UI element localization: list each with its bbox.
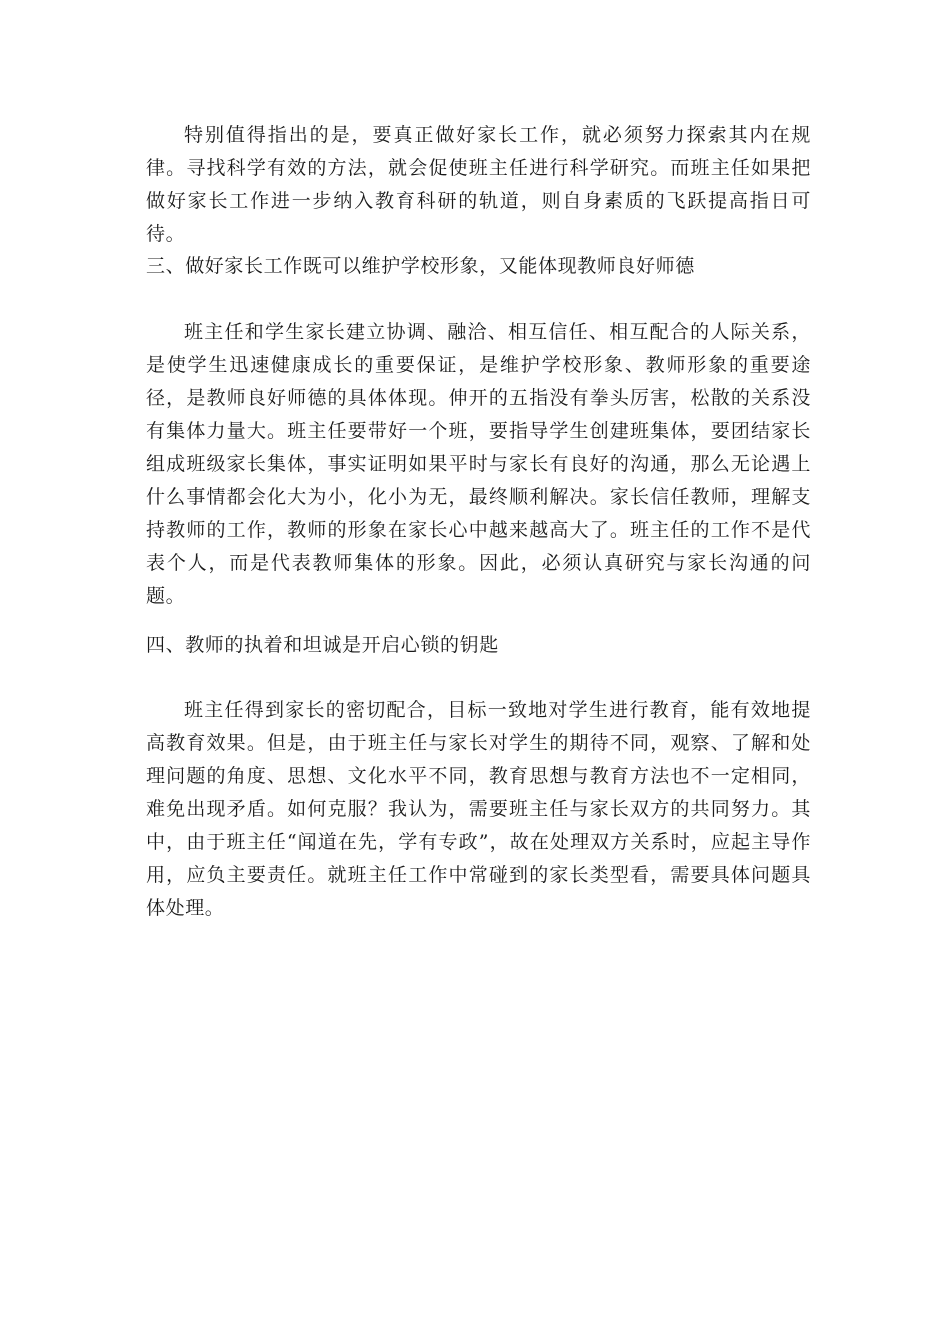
section-heading: 三、做好家长工作既可以维护学校形象，又能体现教师良好师德 [146,255,695,277]
section-heading: 四、教师的执着和坦诚是开启心锁的钥匙 [146,634,499,656]
body-paragraph: 特别值得指出的是，要真正做好家长工作，就必须努力探索其内在规律。寻找科学有效的方法，就会促使班主任进行科学研究。而班主任如果把做好家长工作进一步纳入教育科研的轨道，则自身素质的飞跃提高指日可待。 [146,124,811,245]
body-paragraph: 班主任得到家长的密切配合，目标一致地对学生进行教育，能有效地提高教育效果。但是，由于班主任与家长对学生的期待不同，观察、了解和处理问题的角度、思想、文化水平不同，教育思想与教育方法也不一定相同，难免出现矛盾。如何克服？我认为，需要班主任与家长双方的共同努力。其中，由于班主任“闻道在先，学有专政”，故在处理双方关系时，应起主导作用，应负主要责任。就班主任工作中常碰到的家长类型看，需要具体问题具体处理。 [146,699,811,919]
body-paragraph: 班主任和学生家长建立协调、融洽、相互信任、相互配合的人际关系，是使学生迅速健康成长的重要保证，是维护学校形象、教师形象的重要途径，是教师良好师德的具体体现。伸开的五指没有拳头厉害，松散的关系没有集体力量大。班主任要带好一个班，要指导学生创建班集体，要团结家长组成班级家长集体，事实证明如果平时与家长有良好的沟通，那么无论遇上什么事情都会化大为小，化小为无，最终顺利解决。家长信任教师，理解支持教师的工作，教师的形象在家长心中越来越高大了。班主任的工作不是代表个人，而是代表教师集体的形象。因此，必须认真研究与家长沟通的问题。 [146,321,811,607]
